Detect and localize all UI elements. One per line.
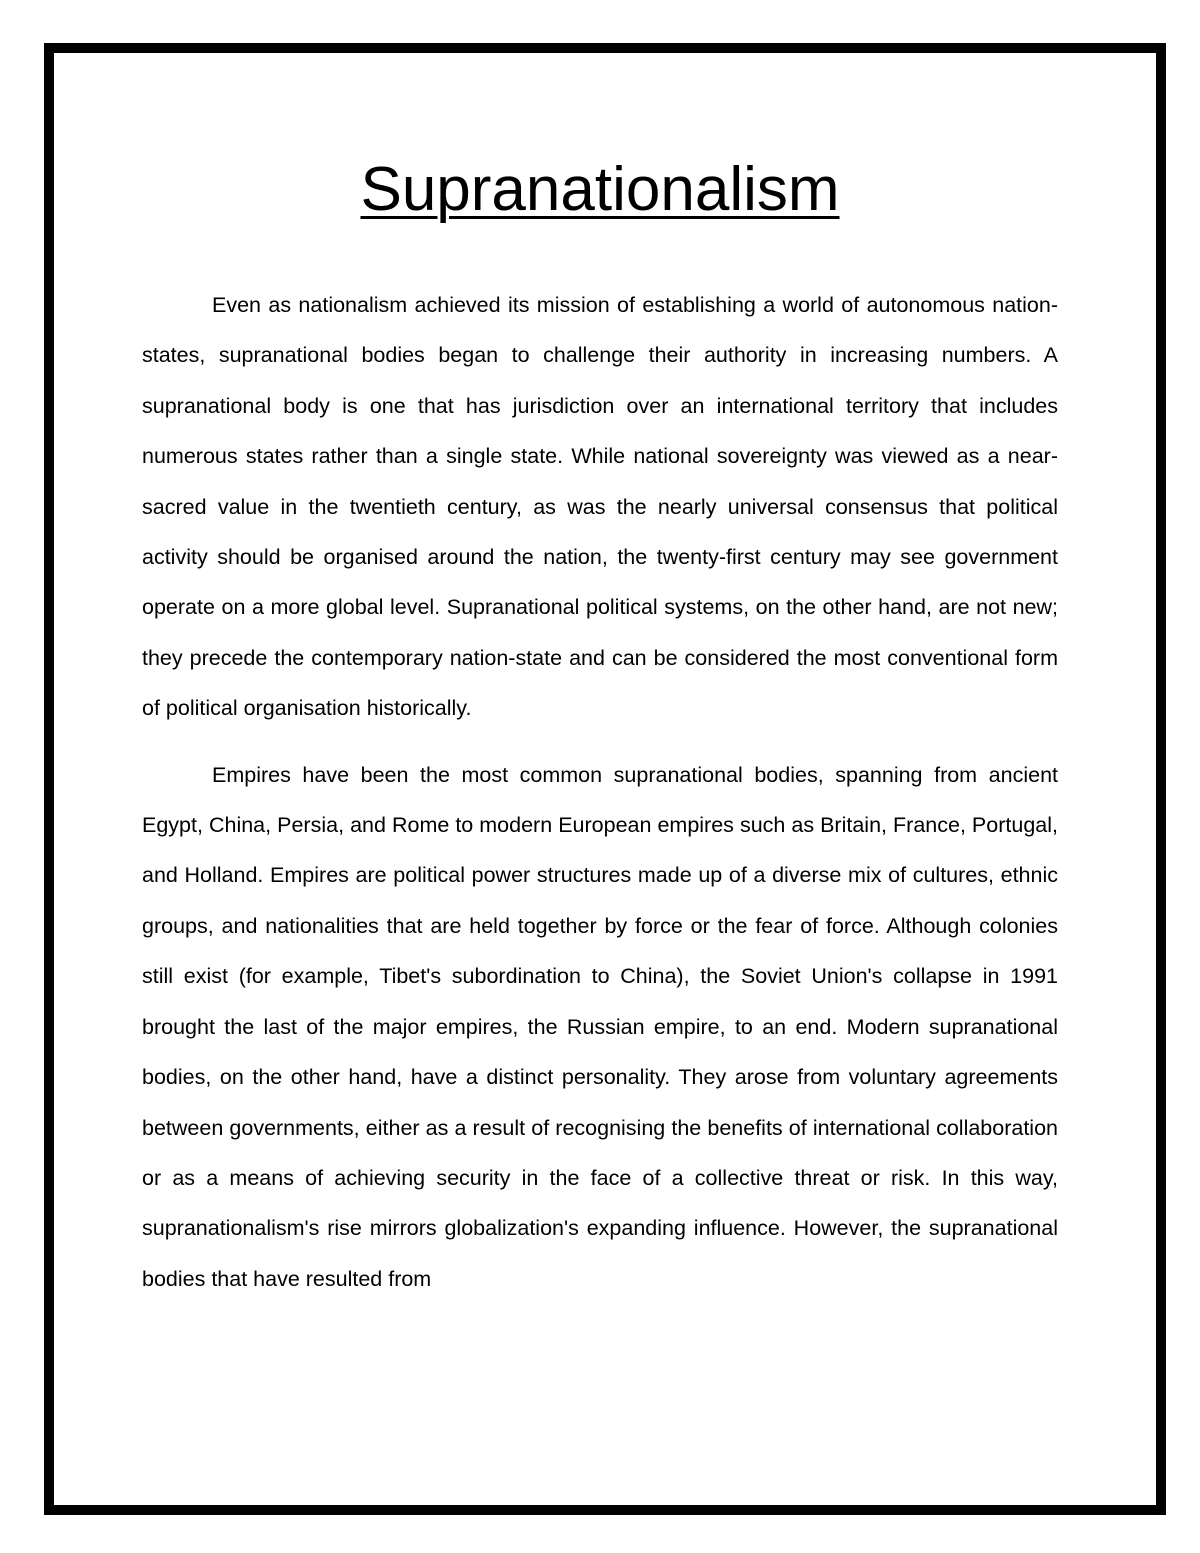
document-body xyxy=(142,280,1058,1304)
document-title: Supranationalism xyxy=(360,155,840,224)
paragraph-2: Empires have been the most common supranational bodies, spanning from ancient Egypt, China, Persia, and Rome to modern European empires such as Britain, France, Portugal, and Holland. Empires are political power structures made up of a diverse mix of cultures, ethnic groups, and nationalities that are held together by force or the fear of force. Although colonies still exist (for example, Tibet's subordination to China), the Soviet Union's collapse in 1991 brought the last of the major empires, the Russian empire, to an end. Modern supranational bodies, on the other hand, have a distinct personality. They arose from voluntary agreements between governments, either as a result of recognising the benefits of international collaboration or as a means of achieving security in the face of a collective threat or risk. In this way, supranationalism's rise mirrors globalization's expanding influence. However, the supranational bodies that have resulted from xyxy=(142,762,1058,1291)
paragraph-1: Even as nationalism achieved its mission of establishing a world of autonomous nation-states, supranational bodies began to challenge their authority in increasing numbers. A supranational body is one that has jurisdiction over an international territory that includes numerous states rather than a single state. While national sovereignty was viewed as a near-sacred value in the twentieth century, as was the nearly universal consensus that political activity should be organised around the nation, the twenty-first century may see government operate on a more global level. Supranational political systems, on the other hand, are not new; they precede the contemporary nation-state and can be considered the most conventional form of political organisation historically. xyxy=(142,293,1058,721)
